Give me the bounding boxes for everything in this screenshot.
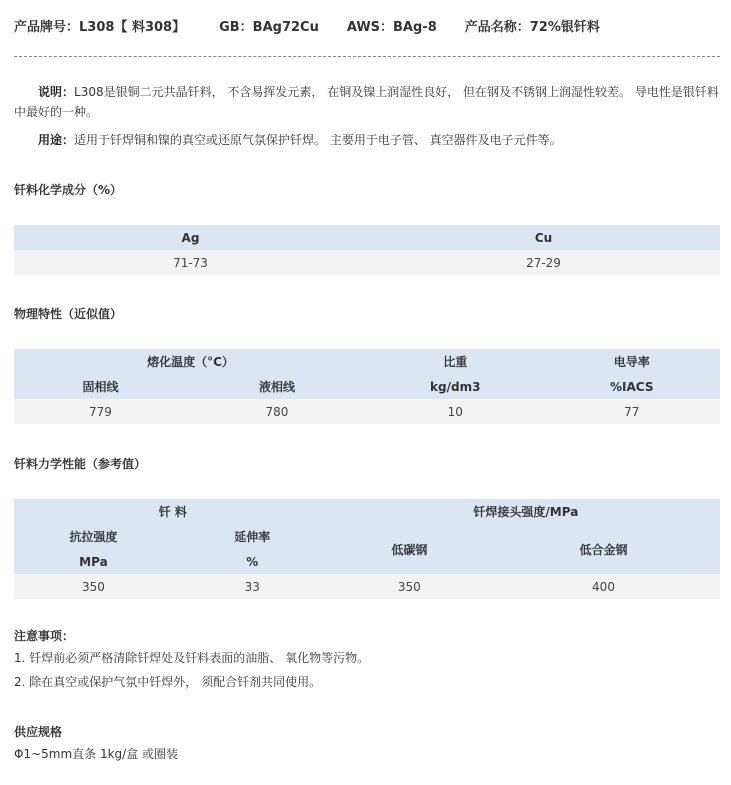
- density-header: 比重: [367, 349, 544, 374]
- note-item: 1. 钎焊前必须严格清除钎焊处及钎料表面的油脂、 氧化物等污物。: [14, 651, 370, 665]
- table-cell: 71-73: [14, 250, 367, 275]
- solidus-header: 固相线: [14, 374, 187, 399]
- usage-label: 用途：: [38, 133, 75, 147]
- table-header-row: [14, 349, 720, 374]
- conductivity-unit: %IACS: [543, 374, 720, 399]
- composition-title: 钎料化学成分（%）: [14, 183, 123, 197]
- table-cell: 400: [487, 574, 720, 599]
- supply-spec: Φ1~5mm直条 1kg/盒 或圈装: [14, 747, 179, 761]
- table-cell: 77: [543, 399, 720, 424]
- liquidus-header: 液相线: [187, 374, 367, 399]
- supply-title: 供应规格: [14, 725, 63, 739]
- density-unit: kg/dm3: [367, 374, 544, 399]
- product-grade: 产品牌号：L308【 料308】: [14, 20, 186, 35]
- elongation-header: 延伸率: [173, 524, 332, 549]
- description-label: 说明：: [38, 85, 75, 99]
- description-paragraph: [14, 82, 720, 122]
- product-name: 产品名称：72%银钎料: [464, 20, 600, 35]
- melting-temp-header: 熔化温度（°C）: [14, 349, 367, 374]
- mechanical-title: 钎料力学性能（参考值）: [14, 457, 147, 471]
- elongation-unit: %: [173, 549, 332, 574]
- joint-strength-header: 钎焊接头强度/MPa: [332, 499, 720, 524]
- table-header-row: [14, 225, 720, 250]
- table-row: [14, 574, 720, 599]
- description-text: L308是银铜二元共晶钎料， 不含易挥发元素， 在铜及镍上润湿性良好， 但在钢及不锈钢上润湿性较差。 导电性是银钎料中最好的一种。: [14, 85, 719, 119]
- product-header: [14, 16, 720, 35]
- mechanical-table: [14, 499, 720, 599]
- tensile-unit: MPa: [14, 549, 173, 574]
- table-cell: 350: [332, 574, 487, 599]
- table-row: [14, 250, 720, 275]
- dashed-divider: [14, 56, 720, 57]
- notes-title: 注意事项：: [14, 629, 75, 643]
- conductivity-header: 电导率: [543, 349, 720, 374]
- filler-header: 钎 料: [14, 499, 332, 524]
- table-cell: 350: [14, 574, 173, 599]
- low-carbon-steel-header: 低碳钢: [332, 524, 487, 574]
- note-item: 2. 除在真空或保护气氛中钎焊外， 须配合钎剂共同使用。: [14, 675, 322, 689]
- gb-standard: GB：BAg72Cu: [219, 20, 319, 35]
- physical-table: [14, 349, 720, 424]
- physical-title: 物理特性（近似值）: [14, 307, 123, 321]
- column-header: Cu: [367, 225, 720, 250]
- column-header: Ag: [14, 225, 367, 250]
- table-cell: 27-29: [367, 250, 720, 275]
- tensile-header: 抗拉强度: [14, 524, 173, 549]
- usage-paragraph: [14, 130, 720, 150]
- table-cell: 780: [187, 399, 367, 424]
- aws-standard: AWS：BAg-8: [346, 20, 437, 35]
- table-header-row: [14, 499, 720, 524]
- table-header-row: [14, 524, 720, 549]
- table-row: [14, 399, 720, 424]
- table-cell: 10: [367, 399, 544, 424]
- table-cell: 33: [173, 574, 332, 599]
- table-header-row: [14, 374, 720, 399]
- low-alloy-steel-header: 低合金钢: [487, 524, 720, 574]
- composition-table: [14, 225, 720, 275]
- table-cell: 779: [14, 399, 187, 424]
- usage-text: 适用于钎焊铜和镍的真空或还原气氛保护钎焊。 主要用于电子管、 真空器件及电子元件等。: [74, 133, 562, 147]
